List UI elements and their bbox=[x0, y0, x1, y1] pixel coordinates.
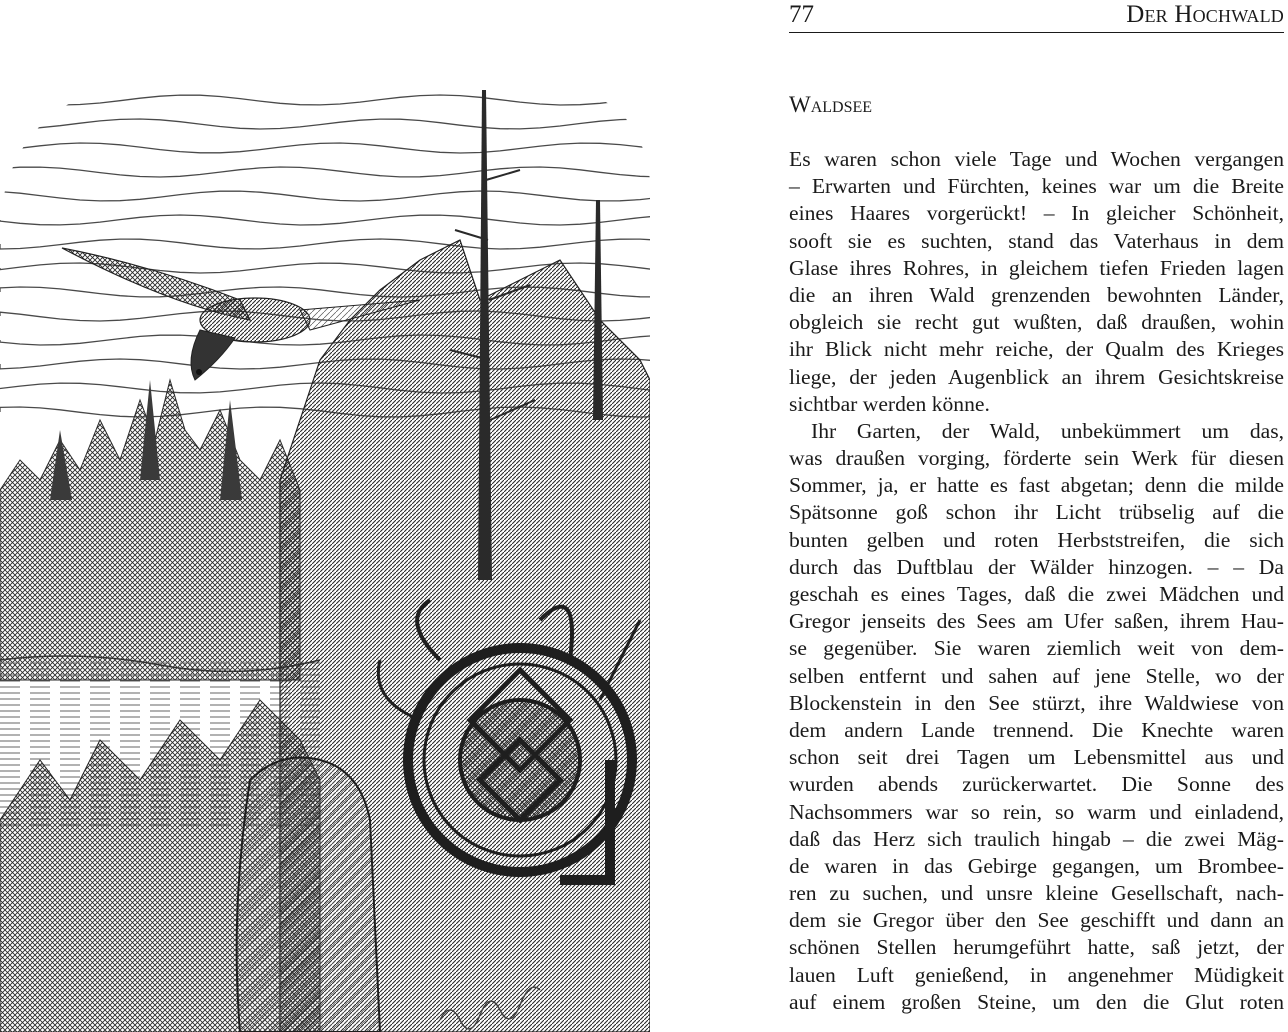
cloud-line bbox=[0, 239, 700, 249]
text-line: geschah es eines Tages, daß die zwei Mädchen und bbox=[789, 582, 1284, 606]
cloud-line bbox=[0, 119, 700, 129]
text-line: ren zu suchen, und unsre kleine Gesellschaft, nach- bbox=[789, 881, 1284, 906]
text-line: die an ihren Wald grenzenden bewohnten Länder, bbox=[789, 282, 1284, 307]
cloud-line bbox=[0, 95, 700, 105]
text-line: obgleich sie recht gut wußten, daß draußen, wohin bbox=[789, 310, 1284, 335]
text-line: Nachsommers war so rein, so warm und einladend, bbox=[789, 799, 1284, 824]
text-line: dem andern Lande trennend. Die Knechte waren bbox=[789, 717, 1284, 742]
text-line: Es waren schon viele Tage und Wochen vergangen bbox=[789, 147, 1284, 171]
text-line: dem sie Gregor über den See geschifft und dann an bbox=[789, 908, 1284, 933]
text-line: selben entfernt und sahen auf jene Stelle, wo der bbox=[789, 663, 1284, 688]
text-line: wurden abends zurückerwartet. Die Sonne des bbox=[789, 772, 1284, 797]
text-line: sichtbar werden könne. bbox=[789, 391, 990, 416]
paragraph bbox=[789, 418, 1284, 1016]
text-line: Gregor jenseits des Sees am Ufer saßen, ihrem Hau- bbox=[789, 609, 1284, 634]
text-line: Blockenstein in den See stürzt, ihre Waldwiese von bbox=[789, 690, 1284, 715]
running-header bbox=[789, 0, 1284, 34]
text-line: liege, der jeden Augenblick an ihrem Gesichtskreise bbox=[789, 364, 1284, 389]
text-line: was draußen vorging, förderte sein Werk für diesen bbox=[789, 446, 1284, 471]
text-line: Glase ihres Rohres, in gleichem tiefen Frieden lagen bbox=[789, 255, 1284, 280]
engraving-scene bbox=[0, 90, 700, 1032]
text-line: se gegenüber. Sie waren ziemlich weit von dem- bbox=[789, 636, 1284, 661]
text-line: schönen Stellen herumgeführt hatte, saß jetzt, der bbox=[789, 935, 1284, 960]
cloud-line bbox=[0, 167, 700, 177]
text-line: daß das Herz sich traulich hingab – die zwei Mäg- bbox=[789, 826, 1284, 851]
tall-tree-trunk-2 bbox=[593, 200, 603, 420]
text-line: sooft sie es suchten, stand das Vaterhaus in dem bbox=[789, 228, 1284, 253]
paragraph bbox=[789, 146, 1284, 418]
cloud-line bbox=[0, 191, 700, 201]
text-line: lauen Luft genießend, in angenehmer Müdigkeit bbox=[789, 962, 1284, 987]
text-line: – Erwarten und Fürchten, keines war um die Breite bbox=[789, 174, 1284, 199]
text-line: Spätsonne goß schon ihr Licht trübselig auf die bbox=[789, 500, 1284, 525]
text-line: bunten gelben und roten Herbststreifen, die sich bbox=[789, 527, 1284, 552]
running-title: Der Hochwald bbox=[1126, 1, 1284, 28]
engraving-illustration bbox=[0, 60, 760, 1032]
text-line: eines Haares vorgerückt! – In gleicher Schönheit, bbox=[789, 201, 1284, 226]
text-line: ihr Blick nicht mehr reiche, der Qualm des Krieges bbox=[789, 337, 1284, 362]
text-line: schon seit drei Tagen um Lebensmittel aus und bbox=[789, 745, 1284, 770]
text-line: Ihr Garten, der Wald, unbekümmert um das, bbox=[811, 418, 1284, 443]
text-line: durch das Duftblau der Wälder hinzogen. – – Da bbox=[789, 554, 1284, 579]
page-number: 77 bbox=[789, 1, 814, 28]
cloud-line bbox=[0, 143, 700, 153]
body-text bbox=[789, 146, 1284, 1016]
cloud-line bbox=[0, 215, 700, 225]
text-line: auf einem großen Steine, um den die Glut roten bbox=[789, 989, 1284, 1014]
header-rule bbox=[789, 32, 1284, 33]
chapter-title: Waldsee bbox=[789, 92, 873, 117]
foreground-rock bbox=[237, 758, 380, 1032]
text-line: Sommer, ja, er hatte es fast abgetan; denn die milde bbox=[789, 473, 1284, 498]
text-line: de waren in das Gebirge gegangen, um Brombee- bbox=[789, 853, 1284, 878]
